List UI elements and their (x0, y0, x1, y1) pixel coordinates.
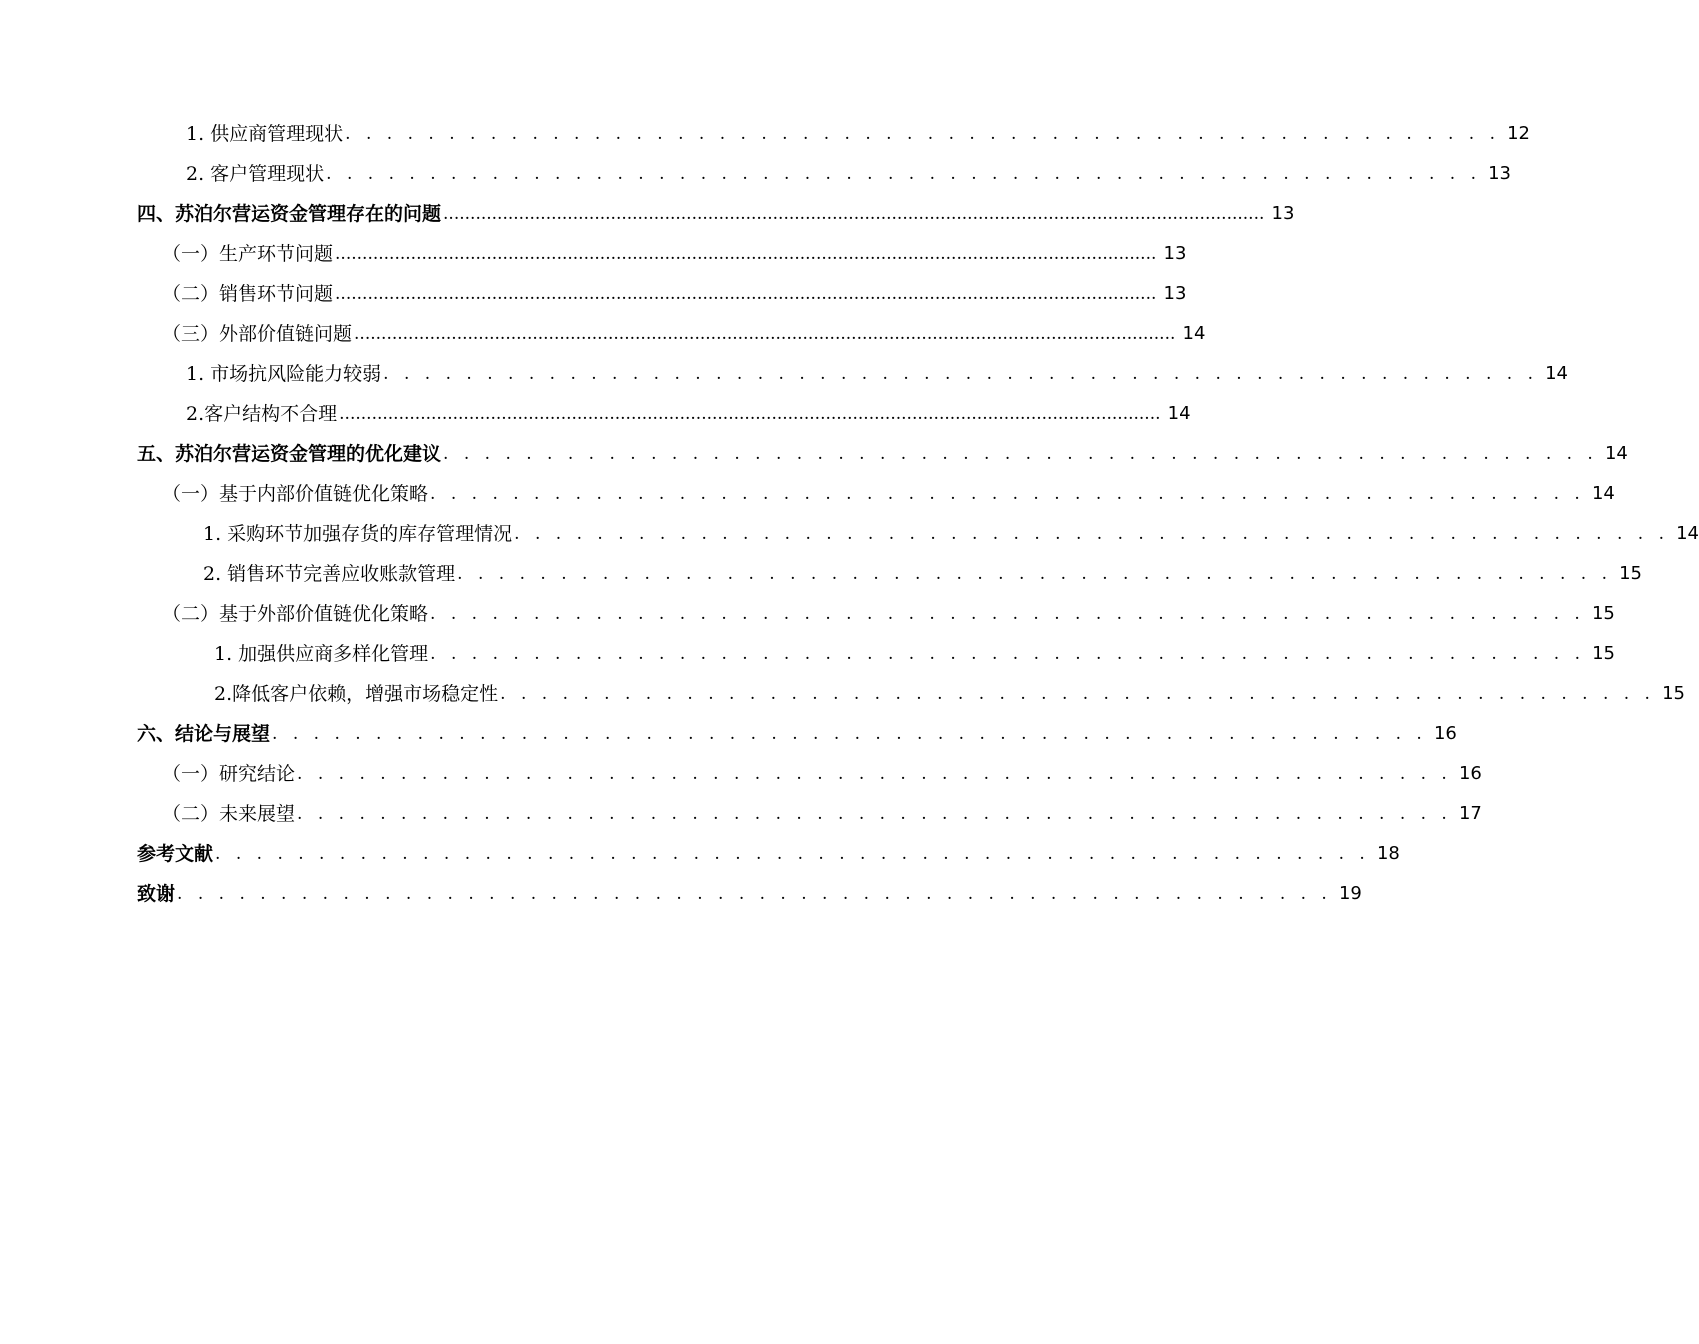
toc-entry-label: 四、苏泊尔营运资金管理存在的问题 (137, 203, 442, 225)
toc-entry-page: 14 (1591, 483, 1615, 504)
toc-entry-label: （二）基于外部价值链优化策略 (162, 603, 429, 625)
toc-entry-label: 参考文献 (137, 843, 214, 865)
toc-entry[interactable] (0, 434, 1628, 474)
toc-entry[interactable] (0, 794, 1482, 834)
toc-entry[interactable] (0, 514, 1699, 554)
toc-entry[interactable] (0, 554, 1642, 594)
toc-leader-dots: . . . . . . . . . . . . . . . . . . . . . . . . . . . . . . . . . . . . . . . . . . . . . . . . . . . . . . . . (430, 644, 1585, 664)
toc-leader-dots: ........................................................................................................................................................ (335, 244, 1157, 264)
toc-leader-dots: . . . . . . . . . . . . . . . . . . . . . . . . . . . . . . . . . . . . . . . . . . . . . . . . . . . . . . . . (345, 124, 1500, 144)
toc-leader-dots: . . . . . . . . . . . . . . . . . . . . . . . . . . . . . . . . . . . . . . . . . . . . . . . . . . . . . . . . (272, 724, 1427, 744)
toc-leader-dots: . . . . . . . . . . . . . . . . . . . . . . . . . . . . . . . . . . . . . . . . . . . . . . . . . . . . . . . . (514, 524, 1669, 544)
toc-entry[interactable] (0, 394, 1191, 434)
toc-entry-page: 14 (1182, 323, 1206, 344)
toc-entry-page: 14 (1167, 403, 1191, 424)
toc-entry-page: 15 (1619, 563, 1642, 584)
toc-entry-page: 14 (1545, 363, 1568, 384)
toc-entry-label: （二）销售环节问题 (162, 283, 334, 305)
toc-leader-dots: . . . . . . . . . . . . . . . . . . . . . . . . . . . . . . . . . . . . . . . . . . . . . . . . . . . . . . . . (215, 844, 1370, 864)
toc-entry-label: （二）未来展望 (162, 803, 296, 825)
toc-leader-dots: . . . . . . . . . . . . . . . . . . . . . . . . . . . . . . . . . . . . . . . . . . . . . . . . . . . . . . . . (443, 444, 1598, 464)
toc-entry-page: 15 (1662, 683, 1685, 704)
toc-entry-label: 1. 加强供应商多样化管理 (214, 643, 429, 665)
toc-entry-label: （一）基于内部价值链优化策略 (162, 483, 429, 505)
toc-entry-page: 19 (1338, 883, 1362, 904)
toc-entry-label: 2.降低客户依赖，增强市场稳定性 (214, 683, 499, 705)
toc-entry-page: 13 (1488, 163, 1511, 184)
toc-leader-dots: . . . . . . . . . . . . . . . . . . . . . . . . . . . . . . . . . . . . . . . . . . . . . . . . . . . . . . . . (177, 884, 1332, 904)
toc-leader-dots: . . . . . . . . . . . . . . . . . . . . . . . . . . . . . . . . . . . . . . . . . . . . . . . . . . . . . . . . (383, 364, 1538, 384)
toc-entry[interactable] (0, 194, 1295, 234)
toc-entry-page: 14 (1676, 523, 1699, 544)
toc-leader-dots: . . . . . . . . . . . . . . . . . . . . . . . . . . . . . . . . . . . . . . . . . . . . . . . . . . . . . . . . (430, 484, 1585, 504)
toc-entry-page: 12 (1507, 123, 1530, 144)
toc-entry-label: 2. 客户管理现状 (186, 163, 325, 185)
toc-leader-dots: ........................................................................................................................................................ (335, 284, 1157, 304)
toc-entry[interactable] (0, 714, 1457, 754)
toc-leader-dots: ........................................................................................................................................................ (443, 204, 1265, 224)
toc-leader-dots: . . . . . . . . . . . . . . . . . . . . . . . . . . . . . . . . . . . . . . . . . . . . . . . . . . . . . . . . (297, 804, 1452, 824)
toc-entry[interactable] (0, 754, 1482, 794)
toc-entry[interactable] (0, 474, 1615, 514)
toc-entry[interactable] (0, 354, 1568, 394)
toc-entry-label: （一）研究结论 (162, 763, 296, 785)
toc-leader-dots: . . . . . . . . . . . . . . . . . . . . . . . . . . . . . . . . . . . . . . . . . . . . . . . . . . . . . . . . (500, 684, 1655, 704)
toc-entry-label: （一）生产环节问题 (162, 243, 334, 265)
toc-entry-label: 2. 销售环节完善应收账款管理 (203, 563, 456, 585)
toc-entry-page: 17 (1458, 803, 1482, 824)
toc-entry-page: 13 (1163, 243, 1187, 264)
toc-entry[interactable] (0, 274, 1187, 314)
toc-entry-label: 六、结论与展望 (137, 723, 271, 745)
toc-leader-dots: . . . . . . . . . . . . . . . . . . . . . . . . . . . . . . . . . . . . . . . . . . . . . . . . . . . . . . . . (457, 564, 1612, 584)
toc-entry[interactable] (0, 234, 1187, 274)
toc-entry-label: 1. 市场抗风险能力较弱 (186, 363, 382, 385)
toc-leader-dots: ........................................................................................................................................................ (339, 404, 1161, 424)
toc-leader-dots: . . . . . . . . . . . . . . . . . . . . . . . . . . . . . . . . . . . . . . . . . . . . . . . . . . . . . . . . (326, 164, 1481, 184)
toc-entry-page: 16 (1458, 763, 1482, 784)
toc-entry-page: 14 (1604, 443, 1628, 464)
toc-entry[interactable] (0, 594, 1615, 634)
toc-entry-label: 五、苏泊尔营运资金管理的优化建议 (137, 443, 442, 465)
toc-entry[interactable] (0, 834, 1400, 874)
toc-entry[interactable] (0, 154, 1511, 194)
toc-entry-label: 2.客户结构不合理 (186, 403, 338, 425)
toc-leader-dots: . . . . . . . . . . . . . . . . . . . . . . . . . . . . . . . . . . . . . . . . . . . . . . . . . . . . . . . . (297, 764, 1452, 784)
toc-entry-page: 15 (1591, 603, 1615, 624)
table-of-contents (0, 114, 1699, 914)
toc-leader-dots: . . . . . . . . . . . . . . . . . . . . . . . . . . . . . . . . . . . . . . . . . . . . . . . . . . . . . . . . (430, 604, 1585, 624)
toc-entry-page: 15 (1592, 643, 1615, 664)
toc-entry[interactable] (0, 634, 1615, 674)
toc-entry-page: 16 (1433, 723, 1457, 744)
toc-entry-page: 13 (1271, 203, 1295, 224)
toc-entry[interactable] (0, 874, 1362, 914)
toc-leader-dots: ........................................................................................................................................................ (354, 324, 1176, 344)
toc-entry-label: （三）外部价值链问题 (162, 323, 353, 345)
toc-entry-label: 1. 供应商管理现状 (186, 123, 344, 145)
toc-entry-page: 13 (1163, 283, 1187, 304)
toc-entry-page: 18 (1376, 843, 1400, 864)
toc-entry-label: 1. 采购环节加强存货的库存管理情况 (203, 523, 513, 545)
toc-entry-label: 致谢 (137, 883, 176, 905)
toc-entry[interactable] (0, 114, 1530, 154)
toc-entry[interactable] (0, 674, 1685, 714)
toc-entry[interactable] (0, 314, 1206, 354)
